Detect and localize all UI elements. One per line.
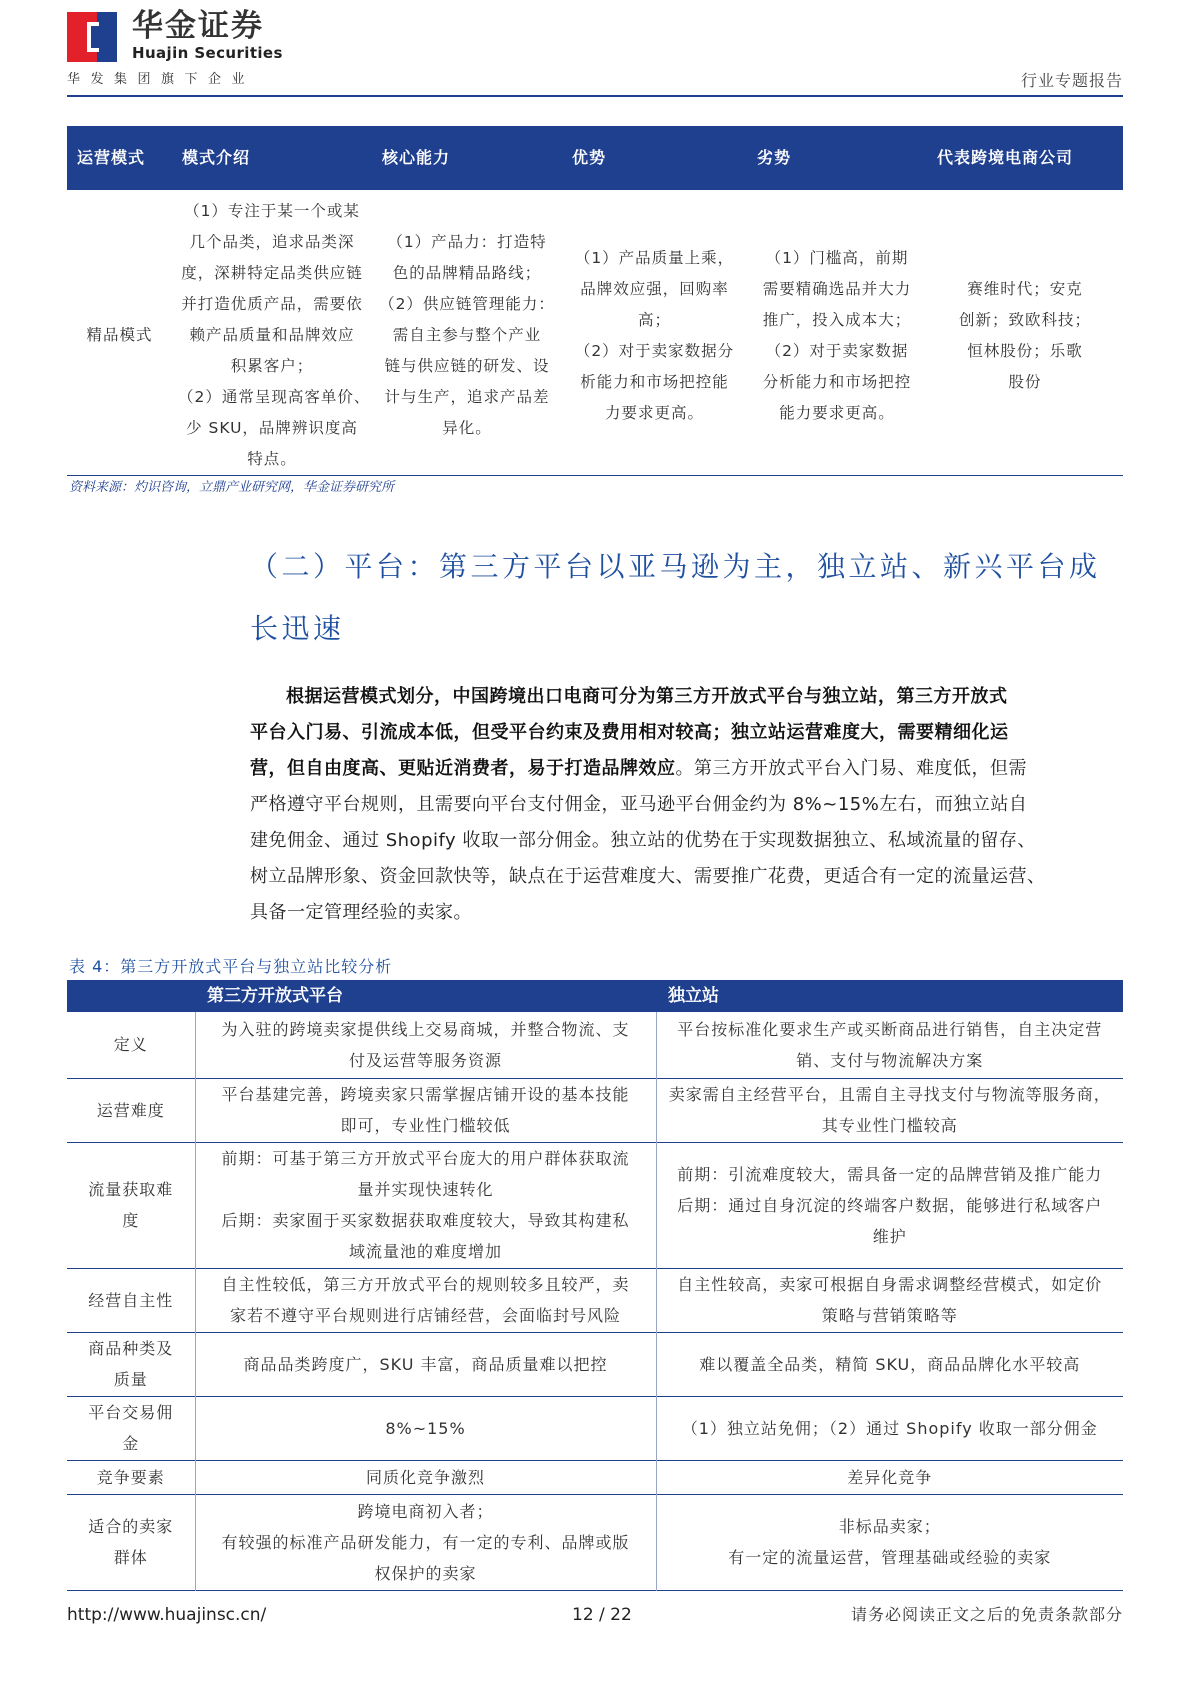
- row-label: 运营难度: [96, 1100, 165, 1120]
- header-blank: [67, 980, 195, 1012]
- report-type: 行业专题报告: [1020, 71, 1123, 90]
- table-row: [67, 190, 1123, 476]
- footer-disclaimer: 请务必阅读正文之后的免责条款部分: [850, 1605, 1123, 1624]
- platform-cell: 自主性较低，第三方开放式平台的规则较多且较严，卖 家若不遵守平台规则进行店铺经营，会面临封号风险: [195, 1268, 656, 1332]
- table-row: [67, 1332, 1123, 1396]
- brand-name-en: Huajin Securities: [132, 44, 283, 62]
- row-label: 定义: [113, 1035, 148, 1055]
- header-independent-site: 独立站: [656, 980, 1123, 1012]
- header-core: 核心能力: [372, 126, 562, 190]
- footer-website-link[interactable]: http://www.huajinsc.cn/: [67, 1605, 267, 1625]
- platform-cell: 平台基建完善，跨境卖家只需掌握店铺开设的基本技能 即可，专业性门槛较低: [195, 1078, 656, 1142]
- cell-companies: 赛维时代；安克 创新；致欧科技； 恒林股份；乐歌 股份: [958, 279, 1091, 391]
- huajin-logo-icon: [67, 12, 117, 62]
- table-row: [67, 1078, 1123, 1142]
- row-label: 商品种类及 质量: [88, 1339, 174, 1389]
- site-cell: 自主性较高，卖家可根据自身需求调整经营模式，如定价 策略与营销策略等: [656, 1268, 1123, 1332]
- platform-cell: 为入驻的跨境卖家提供线上交易商城，并整合物流、支 付及运营等服务资源: [195, 1012, 656, 1078]
- site-cell: 难以覆盖全品类，精简 SKU，商品品牌化水平较高: [656, 1332, 1123, 1396]
- platform-cell: 商品品类跨度广，SKU 丰富，商品质量难以把控: [195, 1332, 656, 1396]
- header-disadvantage: 劣势: [747, 126, 927, 190]
- table-row: [67, 1142, 1123, 1268]
- table-header-row: [67, 126, 1123, 190]
- brand-subtitle: 华发集团旗下企业: [67, 72, 256, 87]
- header-divider: [67, 95, 1123, 97]
- row-label: 平台交易佣 金: [88, 1403, 174, 1453]
- header-advantage: 优势: [562, 126, 747, 190]
- site-cell: 非标品卖家； 有一定的流量运营，管理基础或经验的卖家: [656, 1494, 1123, 1590]
- table-row: [67, 1268, 1123, 1332]
- row-label: 经营自主性: [88, 1290, 174, 1310]
- header-companies: 代表跨境电商公司: [927, 126, 1123, 190]
- site-cell: 卖家需自主经营平台，且需自主寻找支付与物流等服务商， 其专业性门槛较高: [656, 1078, 1123, 1142]
- table-row: [67, 1396, 1123, 1460]
- cell-intro: （1）专注于某一个或某 几个品类，追求品类深 度，深耕特定品类供应链 并打造优质产品，需要依 赖产品质量和品牌效应 积累客户； （2）通常呈现高客单价、 少 SKU，品牌辨识度高 特点。: [178, 202, 371, 468]
- header-third-party-platform: 第三方开放式平台: [195, 980, 656, 1012]
- site-cell: 差异化竞争: [656, 1460, 1123, 1494]
- site-cell: 平台按标准化要求生产或买断商品进行销售，自主决定营 销、支付与物流解决方案: [656, 1012, 1123, 1078]
- platform-comparison-table: [67, 980, 1123, 1591]
- operation-mode-table: [67, 126, 1123, 476]
- table-caption: 表 4：第三方开放式平台与独立站比较分析: [69, 957, 393, 976]
- cell-mode: 精品模式: [86, 326, 153, 344]
- header-mode: 运营模式: [67, 126, 172, 190]
- body-paragraph: 根据运营模式划分，中国跨境出口电商可分为第三方开放式平台与独立站，第三方开放式 平台入门易、引流成本低，但受平台约束及费用相对较高；独立站运营难度大，需要精细化运 营，但自由度高、更贴近消费者，易于打造品牌效应。第三方开放式平台入门易、难度低，但需 严格遵守平台规则，且需要向平台支付佣金，亚马逊平台佣金约为 8%~15%左右，而独立站自 建免佣金、通过 Shopify 收取一部分佣金。独立站的优势在于实现数据独立、私域流量的留存、 树立品牌形象、资金回款快等，缺点在于运营难度大、需要推广花费，更适合有一定的流量运营、 具备一定管理经验的卖家。: [250, 686, 1046, 923]
- platform-cell: 前期：可基于第三方开放式平台庞大的用户群体获取流 量并实现快速转化 后期：卖家囿于买家数据获取难度较大，导致其构建私 域流量池的难度增加: [195, 1142, 656, 1268]
- brand-name-cn: 华金证券: [132, 8, 264, 44]
- page-number: 12 / 22: [572, 1605, 632, 1625]
- cell-core: （1）产品力：打造特 色的品牌精品路线； （2）供应链管理能力： 需自主参与整个产业 链与供应链的研发、设 计与生产，追求产品差 异化。: [379, 233, 555, 437]
- platform-cell: 同质化竞争激烈: [195, 1460, 656, 1494]
- section-title: （二）平台：第三方平台以亚马逊为主，独立站、新兴平台成长迅速: [250, 550, 1101, 645]
- table-row: [67, 1012, 1123, 1078]
- row-label: 流量获取难 度: [88, 1180, 174, 1230]
- table-source-note: 资料来源：灼识咨询，立鼎产业研究网，华金证券研究所: [69, 480, 395, 495]
- row-label: 适合的卖家 群体: [88, 1517, 174, 1567]
- platform-cell: 8%~15%: [195, 1396, 656, 1460]
- site-cell: 前期：引流难度较大，需具备一定的品牌营销及推广能力 后期：通过自身沉淀的终端客户数据，能够进行私域客户 维护: [656, 1142, 1123, 1268]
- cell-disadvantage: （1）门槛高，前期 需要精确选品并大力 推广，投入成本大； （2）对于卖家数据 分析能力和市场把控 能力要求更高。: [762, 248, 912, 422]
- table-row: [67, 1494, 1123, 1590]
- table-header-row: [67, 980, 1123, 1012]
- site-cell: （1）独立站免佣；（2）通过 Shopify 收取一部分佣金: [656, 1396, 1123, 1460]
- row-label: 竞争要素: [96, 1467, 165, 1487]
- platform-cell: 跨境电商初入者； 有较强的标准产品研发能力，有一定的专利、品牌或版 权保护的卖家: [195, 1494, 656, 1590]
- cell-advantage: （1）产品质量上乘， 品牌效应强，回购率 高； （2）对于卖家数据分 析能力和市场把控能 力要求更高。: [574, 248, 735, 422]
- header-intro: 模式介绍: [172, 126, 372, 190]
- table-row: [67, 1460, 1123, 1494]
